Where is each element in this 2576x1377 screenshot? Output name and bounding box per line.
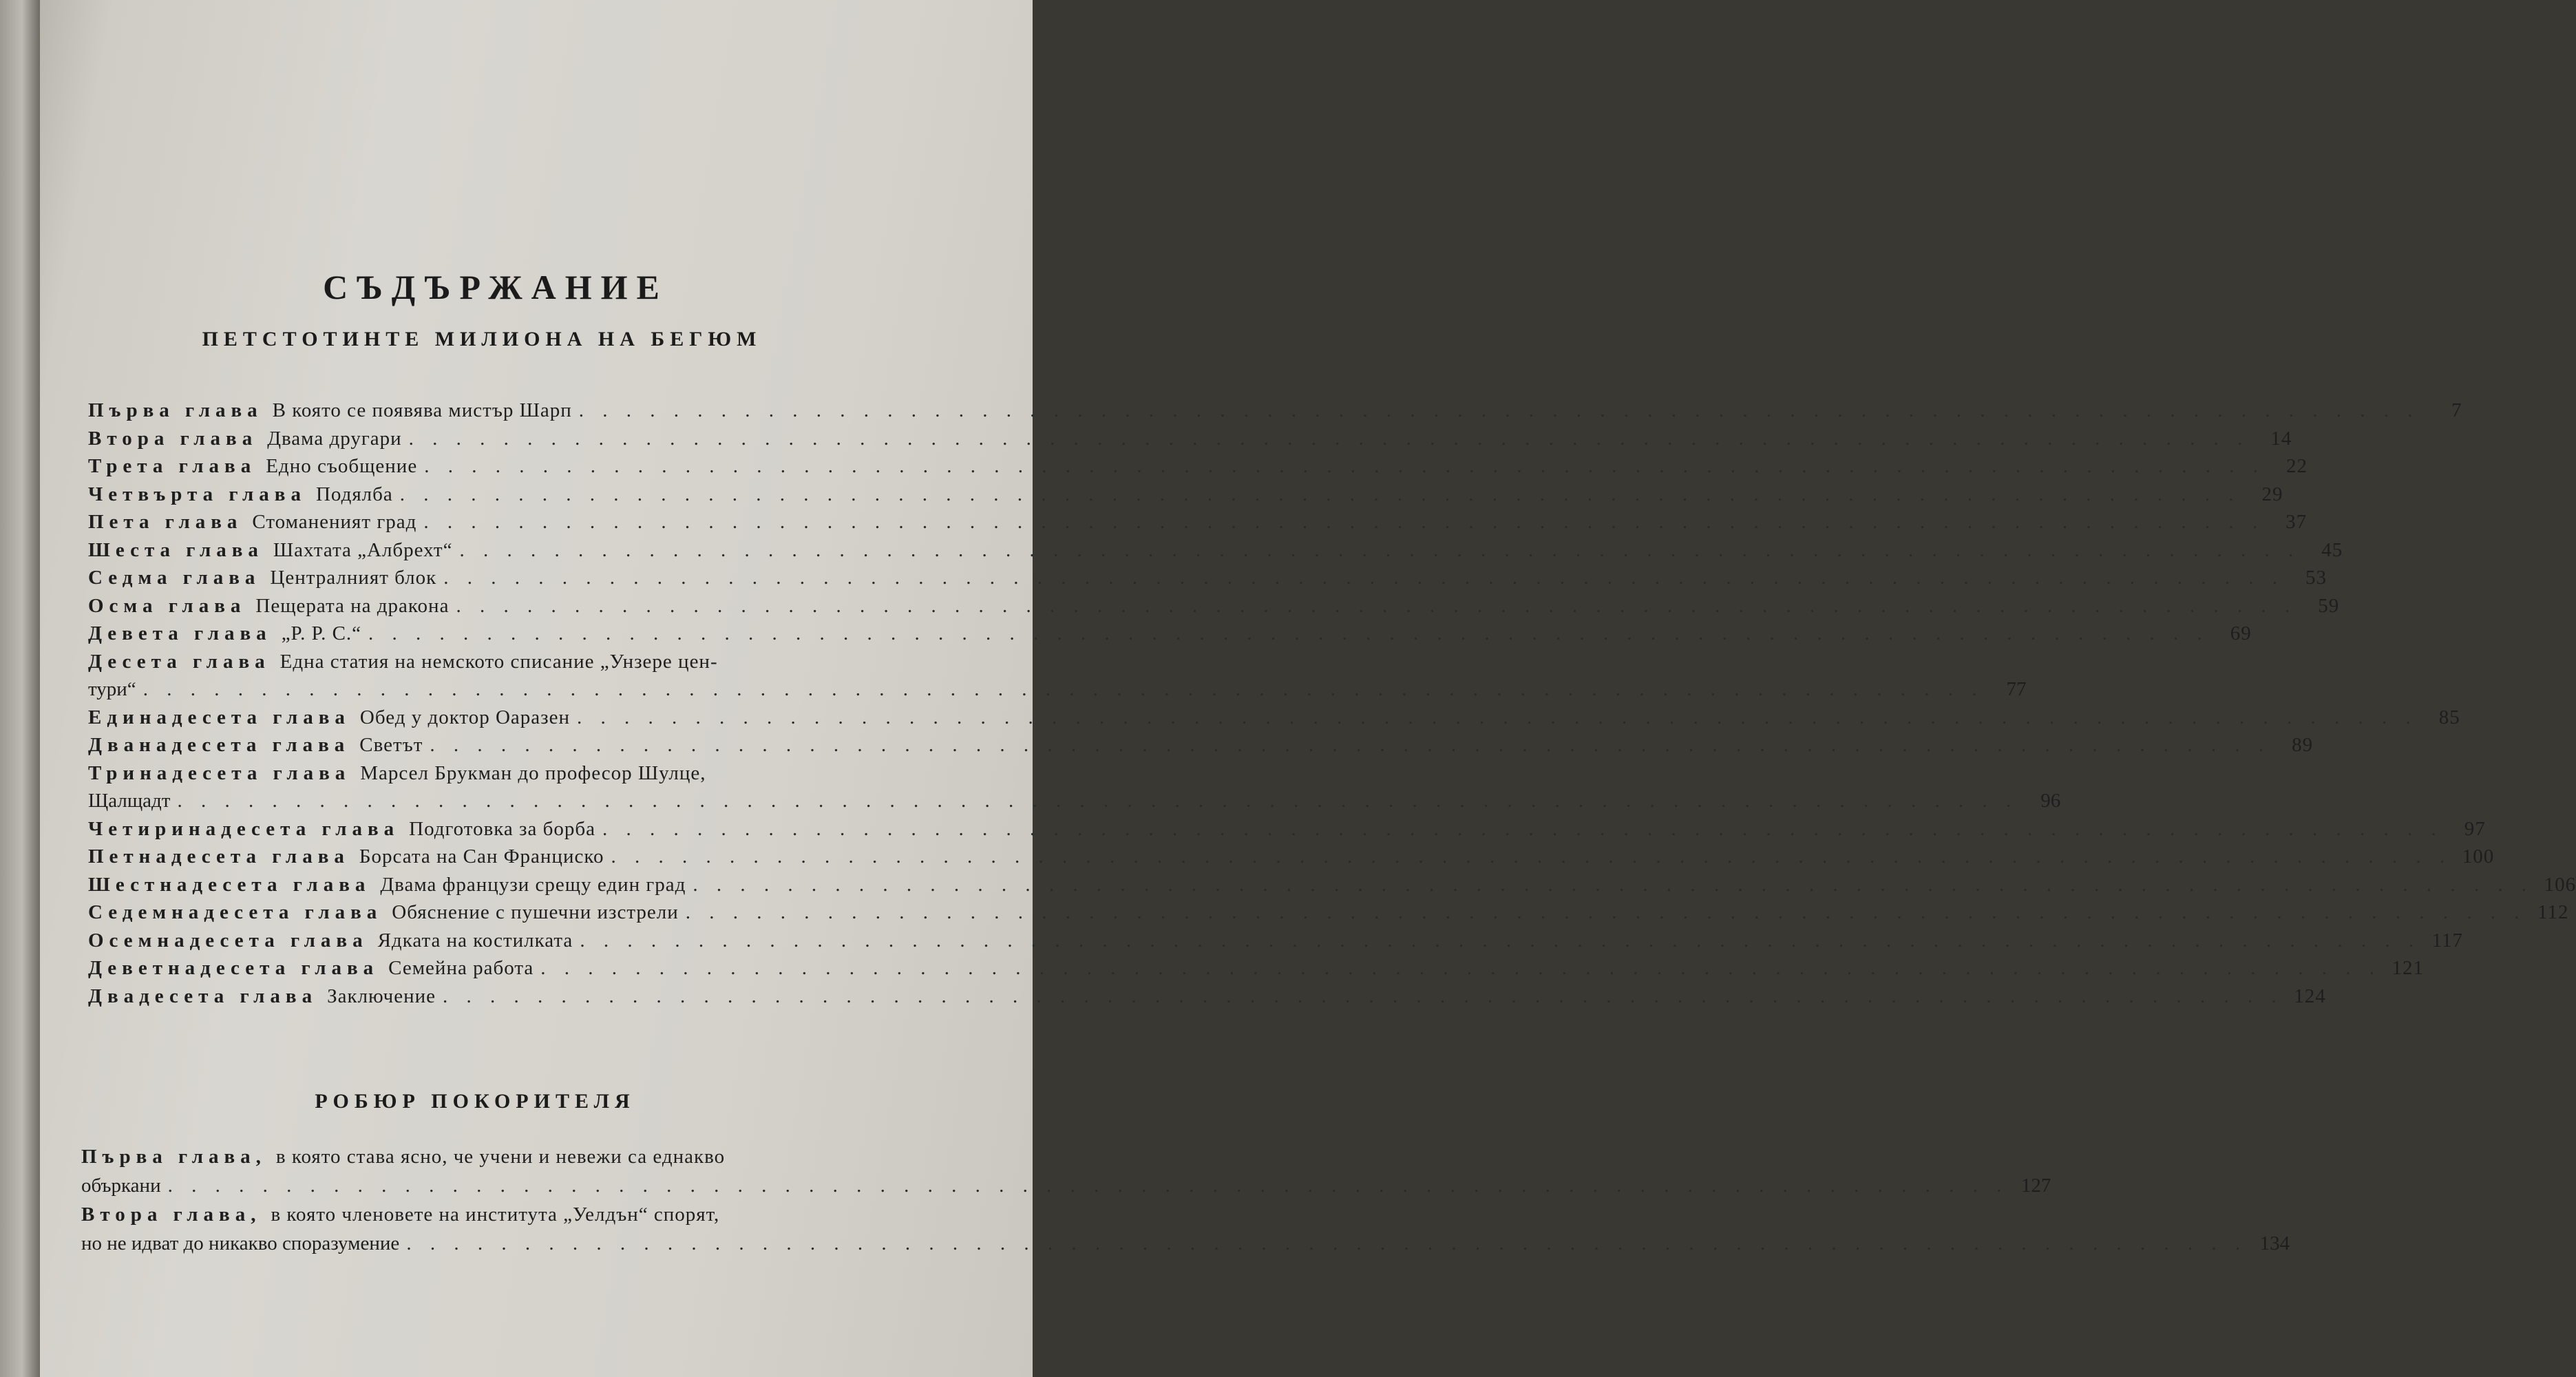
- chapter-title: в която става ясно, че учени и невежи са еднакво: [275, 1146, 726, 1168]
- chapter-title: Семейна работа: [388, 957, 534, 979]
- chapter-title: Подялба: [315, 483, 393, 505]
- chapter-label: Трета глава: [88, 455, 257, 477]
- chapter-label: Деветнадесета глава: [88, 957, 379, 979]
- page-number: 45: [2321, 538, 2343, 561]
- chapter-label: Шестнадесета глава: [88, 873, 371, 896]
- page-number: 96: [2040, 790, 2061, 812]
- chapter-label: Седемнадесета глава: [88, 901, 383, 923]
- chapter-title: Двама другари: [267, 427, 402, 450]
- page-number: 53: [2305, 567, 2327, 589]
- page-number: 22: [2285, 455, 2308, 477]
- page-number: 121: [2392, 957, 2424, 979]
- leader-dots: . . . . . . . . . . . . . . . . . . . . . . . . . . . . . . . . . . . . . . . . . . . . . . . . . . . . . . . . . . . . . . . . . . . . . . . . . . . . . .: [602, 817, 2443, 840]
- toc-entry: [88, 871, 2576, 898]
- toc-entry: [88, 397, 2462, 424]
- book-gutter: [0, 0, 40, 1377]
- toc-entry: [88, 759, 888, 787]
- toc-entry: [88, 843, 2495, 870]
- chapter-title: Една статия на немското списание „Унзере цен-: [279, 650, 718, 673]
- chapter-title: „Р. Р. С.“: [281, 622, 362, 644]
- page-number: 127: [2020, 1175, 2051, 1197]
- chapter-title: Едно съобщение: [266, 455, 418, 477]
- chapter-title-continuation: но не идват до никакво споразумение: [81, 1232, 400, 1254]
- chapter-title: Пещерата на дракона: [255, 594, 450, 617]
- toc-entry: [88, 508, 2308, 536]
- chapter-title: В която се появява мистър Шарп: [272, 399, 572, 421]
- leader-dots: . . . . . . . . . . . . . . . . . . . . . . . . . . . . . . . . . . . . . . . . . . . . . . . . . . . . . . . . . . . . . . . . . . . . . . . . . . . . . .: [456, 594, 2297, 617]
- chapter-title: Борсата на Сан Франциско: [359, 845, 604, 868]
- page-number: 59: [2318, 594, 2340, 617]
- toc-entry: [88, 592, 2340, 620]
- toc-entry: [88, 898, 2569, 926]
- toc-entry: [88, 982, 2326, 1010]
- toc-entry-continuation: [81, 1230, 2290, 1257]
- page-number: 29: [2261, 483, 2283, 505]
- page-number: 14: [2270, 427, 2292, 450]
- toc-entry: [88, 620, 2252, 647]
- chapter-label: Осма глава: [88, 594, 246, 617]
- chapter-title-continuation: Щалщадт: [88, 790, 171, 812]
- leader-dots: . . . . . . . . . . . . . . . . . . . . . . . . . . . . . . . . . . . . . . . . . . . . . . . . . . . . . . . . . . . . . . . . . . . . . . . . . . . . . .: [685, 901, 2526, 923]
- page-number: 97: [2464, 817, 2486, 840]
- chapter-label: Четиринадесета глава: [88, 817, 400, 840]
- leader-dots: . . . . . . . . . . . . . . . . . . . . . . . . . . . . . . . . . . . . . . . . . . . . . . . . . . . . . . . . . . . . . . . . . . . . . . . . . . . . . .: [423, 511, 2265, 533]
- chapter-label: Първа глава,: [81, 1146, 266, 1168]
- leader-dots: . . . . . . . . . . . . . . . . . . . . . . . . . . . . . . . . . . . . . . . . . . . . . . . . . . . . . . . . . . . . . . . . . . . . . . . . . . . . . .: [578, 399, 2420, 421]
- leader-dots: . . . . . . . . . . . . . . . . . . . . . . . . . . . . . . . . . . . . . . . . . . . . . . . . . . . . . . . . . . . . . . . . . . . . . . . . . . . . . .: [540, 957, 2381, 979]
- toc-entry: [81, 1201, 887, 1228]
- chapter-label: Шеста глава: [88, 538, 264, 561]
- page-number: 100: [2462, 845, 2495, 868]
- part-title-1: ПЕТСТОТИНТЕ МИЛИОНА НА БЕГЮМ: [202, 328, 762, 350]
- leader-dots: . . . . . . . . . . . . . . . . . . . . . . . . . . . . . . . . . . . . . . . . . . . . . . . . . . . . . . . . . . . . . . . . . . . . . . . . . . . . . .: [430, 734, 2271, 756]
- toc-entry: [88, 564, 2327, 591]
- chapter-label: Седма глава: [88, 567, 261, 589]
- chapter-label: Единадесета глава: [88, 706, 350, 728]
- chapter-title: Светът: [359, 734, 423, 756]
- chapter-title: Двама французи срещу един град: [380, 873, 686, 896]
- leader-dots: . . . . . . . . . . . . . . . . . . . . . . . . . . . . . . . . . . . . . . . . . . . . . . . . . . . . . . . . . . . . . . . . . . . . . . . . . . . . . .: [580, 929, 2421, 952]
- leader-dots: . . . . . . . . . . . . . . . . . . . . . . . . . . . . . . . . . . . . . . . . . . . . . . . . . . . . . . . . . . . . . . . . . . . . . . . . . . . . . .: [142, 678, 1984, 700]
- part-title-2: РОБЮР ПОКОРИТЕЛЯ: [315, 1090, 635, 1113]
- leader-dots: . . . . . . . . . . . . . . . . . . . . . . . . . . . . . . . . . . . . . . . . . . . . . . . . . . . . . . . . . . . . . . . . . . . . . . . . . . . . . .: [424, 455, 2265, 477]
- chapter-title: Марсел Брукман до професор Шулце,: [360, 761, 706, 784]
- toc-entry: [88, 452, 2308, 480]
- toc-entry: [88, 954, 2424, 982]
- chapter-label: Петнадесета глава: [88, 845, 350, 868]
- leader-dots: . . . . . . . . . . . . . . . . . . . . . . . . . . . . . . . . . . . . . . . . . . . . . . . . . . . . . . . . . . . . . . . . . . . . . . . . . . . . . .: [408, 427, 2250, 450]
- chapter-label: Двадесета глава: [88, 985, 318, 1007]
- chapter-label: Дванадесета глава: [88, 734, 350, 756]
- page-number: 7: [2451, 399, 2462, 421]
- leader-dots: . . . . . . . . . . . . . . . . . . . . . . . . . . . . . . . . . . . . . . . . . . . . . . . . . . . . . . . . . . . . . . . . . . . . . . . . . . . . . .: [693, 873, 2534, 896]
- page-number: 89: [2292, 734, 2314, 756]
- page-number: 134: [2259, 1232, 2290, 1254]
- chapter-title: в която членовете на института „Уелдън“ спорят,: [271, 1203, 720, 1226]
- toc-entry: [88, 815, 2486, 843]
- leader-dots: . . . . . . . . . . . . . . . . . . . . . . . . . . . . . . . . . . . . . . . . . . . . . . . . . . . . . . . . . . . . . . . . . . . . . . . . . . . . . .: [442, 985, 2283, 1007]
- leader-dots: . . . . . . . . . . . . . . . . . . . . . . . . . . . . . . . . . . . . . . . . . . . . . . . . . . . . . . . . . . . . . . . . . . . . . . . . . . . . . .: [577, 706, 2418, 728]
- page-number: 77: [2006, 678, 2027, 700]
- contents-title: СЪДЪРЖАНИЕ: [323, 268, 668, 306]
- page-number: 37: [2285, 511, 2308, 533]
- toc-entry: [88, 927, 2464, 954]
- chapter-label: Тринадесета глава: [88, 761, 351, 784]
- chapter-title: Обяснение с пушечни изстрели: [392, 901, 679, 923]
- leader-dots: . . . . . . . . . . . . . . . . . . . . . . . . . . . . . . . . . . . . . . . . . . . . . . . . . . . . . . . . . . . . . . . . . . . . . . . . . . . . . .: [167, 1175, 2009, 1197]
- toc-entry-continuation: [88, 787, 2061, 814]
- chapter-label: Втора глава: [88, 427, 258, 450]
- chapter-label: Четвърта глава: [88, 483, 306, 505]
- chapter-label: Първа глава: [88, 399, 263, 421]
- page-number: 112: [2537, 901, 2569, 923]
- chapter-label: Осемнадесета глава: [88, 929, 368, 952]
- chapter-title: Заключение: [327, 985, 436, 1007]
- chapter-title-continuation: объркани: [81, 1175, 161, 1197]
- toc-entry-continuation: [81, 1172, 2051, 1199]
- page-number: 117: [2431, 929, 2464, 952]
- chapter-title: Ядката на костилката: [377, 929, 573, 952]
- page-number: 106: [2544, 873, 2576, 896]
- toc-entry: [88, 731, 2314, 759]
- leader-dots: . . . . . . . . . . . . . . . . . . . . . . . . . . . . . . . . . . . . . . . . . . . . . . . . . . . . . . . . . . . . . . . . . . . . . . . . . . . . . .: [399, 483, 2241, 505]
- chapter-label: Девета глава: [88, 622, 272, 644]
- leader-dots: . . . . . . . . . . . . . . . . . . . . . . . . . . . . . . . . . . . . . . . . . . . . . . . . . . . . . . . . . . . . . . . . . . . . . . . . . . . . . .: [459, 538, 2301, 561]
- chapter-label: Десета глава: [88, 650, 271, 673]
- page-number: 85: [2438, 706, 2460, 728]
- leader-dots: . . . . . . . . . . . . . . . . . . . . . . . . . . . . . . . . . . . . . . . . . . . . . . . . . . . . . . . . . . . . . . . . . . . . . . . . . . . . . .: [611, 845, 2452, 868]
- leader-dots: . . . . . . . . . . . . . . . . . . . . . . . . . . . . . . . . . . . . . . . . . . . . . . . . . . . . . . . . . . . . . . . . . . . . . . . . . . . . . .: [177, 790, 2018, 812]
- toc-entry: [88, 704, 2460, 731]
- toc-entry: [88, 536, 2343, 564]
- chapter-title: Подготовка за борба: [409, 817, 595, 840]
- page-number: 69: [2230, 622, 2252, 644]
- chapter-title: Централният блок: [270, 567, 437, 589]
- page-number: 124: [2294, 985, 2326, 1007]
- toc-entry: [88, 648, 888, 675]
- chapter-title: Шахтата „Албрехт“: [273, 538, 453, 561]
- toc-entry: [81, 1143, 887, 1170]
- leader-dots: . . . . . . . . . . . . . . . . . . . . . . . . . . . . . . . . . . . . . . . . . . . . . . . . . . . . . . . . . . . . . . . . . . . . . . . . . . . . . .: [406, 1232, 2248, 1254]
- chapter-label: Пета глава: [88, 511, 243, 533]
- leader-dots: . . . . . . . . . . . . . . . . . . . . . . . . . . . . . . . . . . . . . . . . . . . . . . . . . . . . . . . . . . . . . . . . . . . . . . . . . . . . . .: [368, 622, 2209, 644]
- chapter-title-continuation: тури“: [88, 678, 136, 700]
- toc-entry: [88, 425, 2292, 452]
- chapter-title: Стоманеният град: [252, 511, 417, 533]
- leader-dots: . . . . . . . . . . . . . . . . . . . . . . . . . . . . . . . . . . . . . . . . . . . . . . . . . . . . . . . . . . . . . . . . . . . . . . . . . . . . . .: [443, 567, 2284, 589]
- toc-entry: [88, 481, 2283, 508]
- chapter-label: Втора глава,: [81, 1203, 262, 1226]
- chapter-title: Обед у доктор Оаразен: [359, 706, 571, 728]
- toc-entry-continuation: [88, 675, 2027, 703]
